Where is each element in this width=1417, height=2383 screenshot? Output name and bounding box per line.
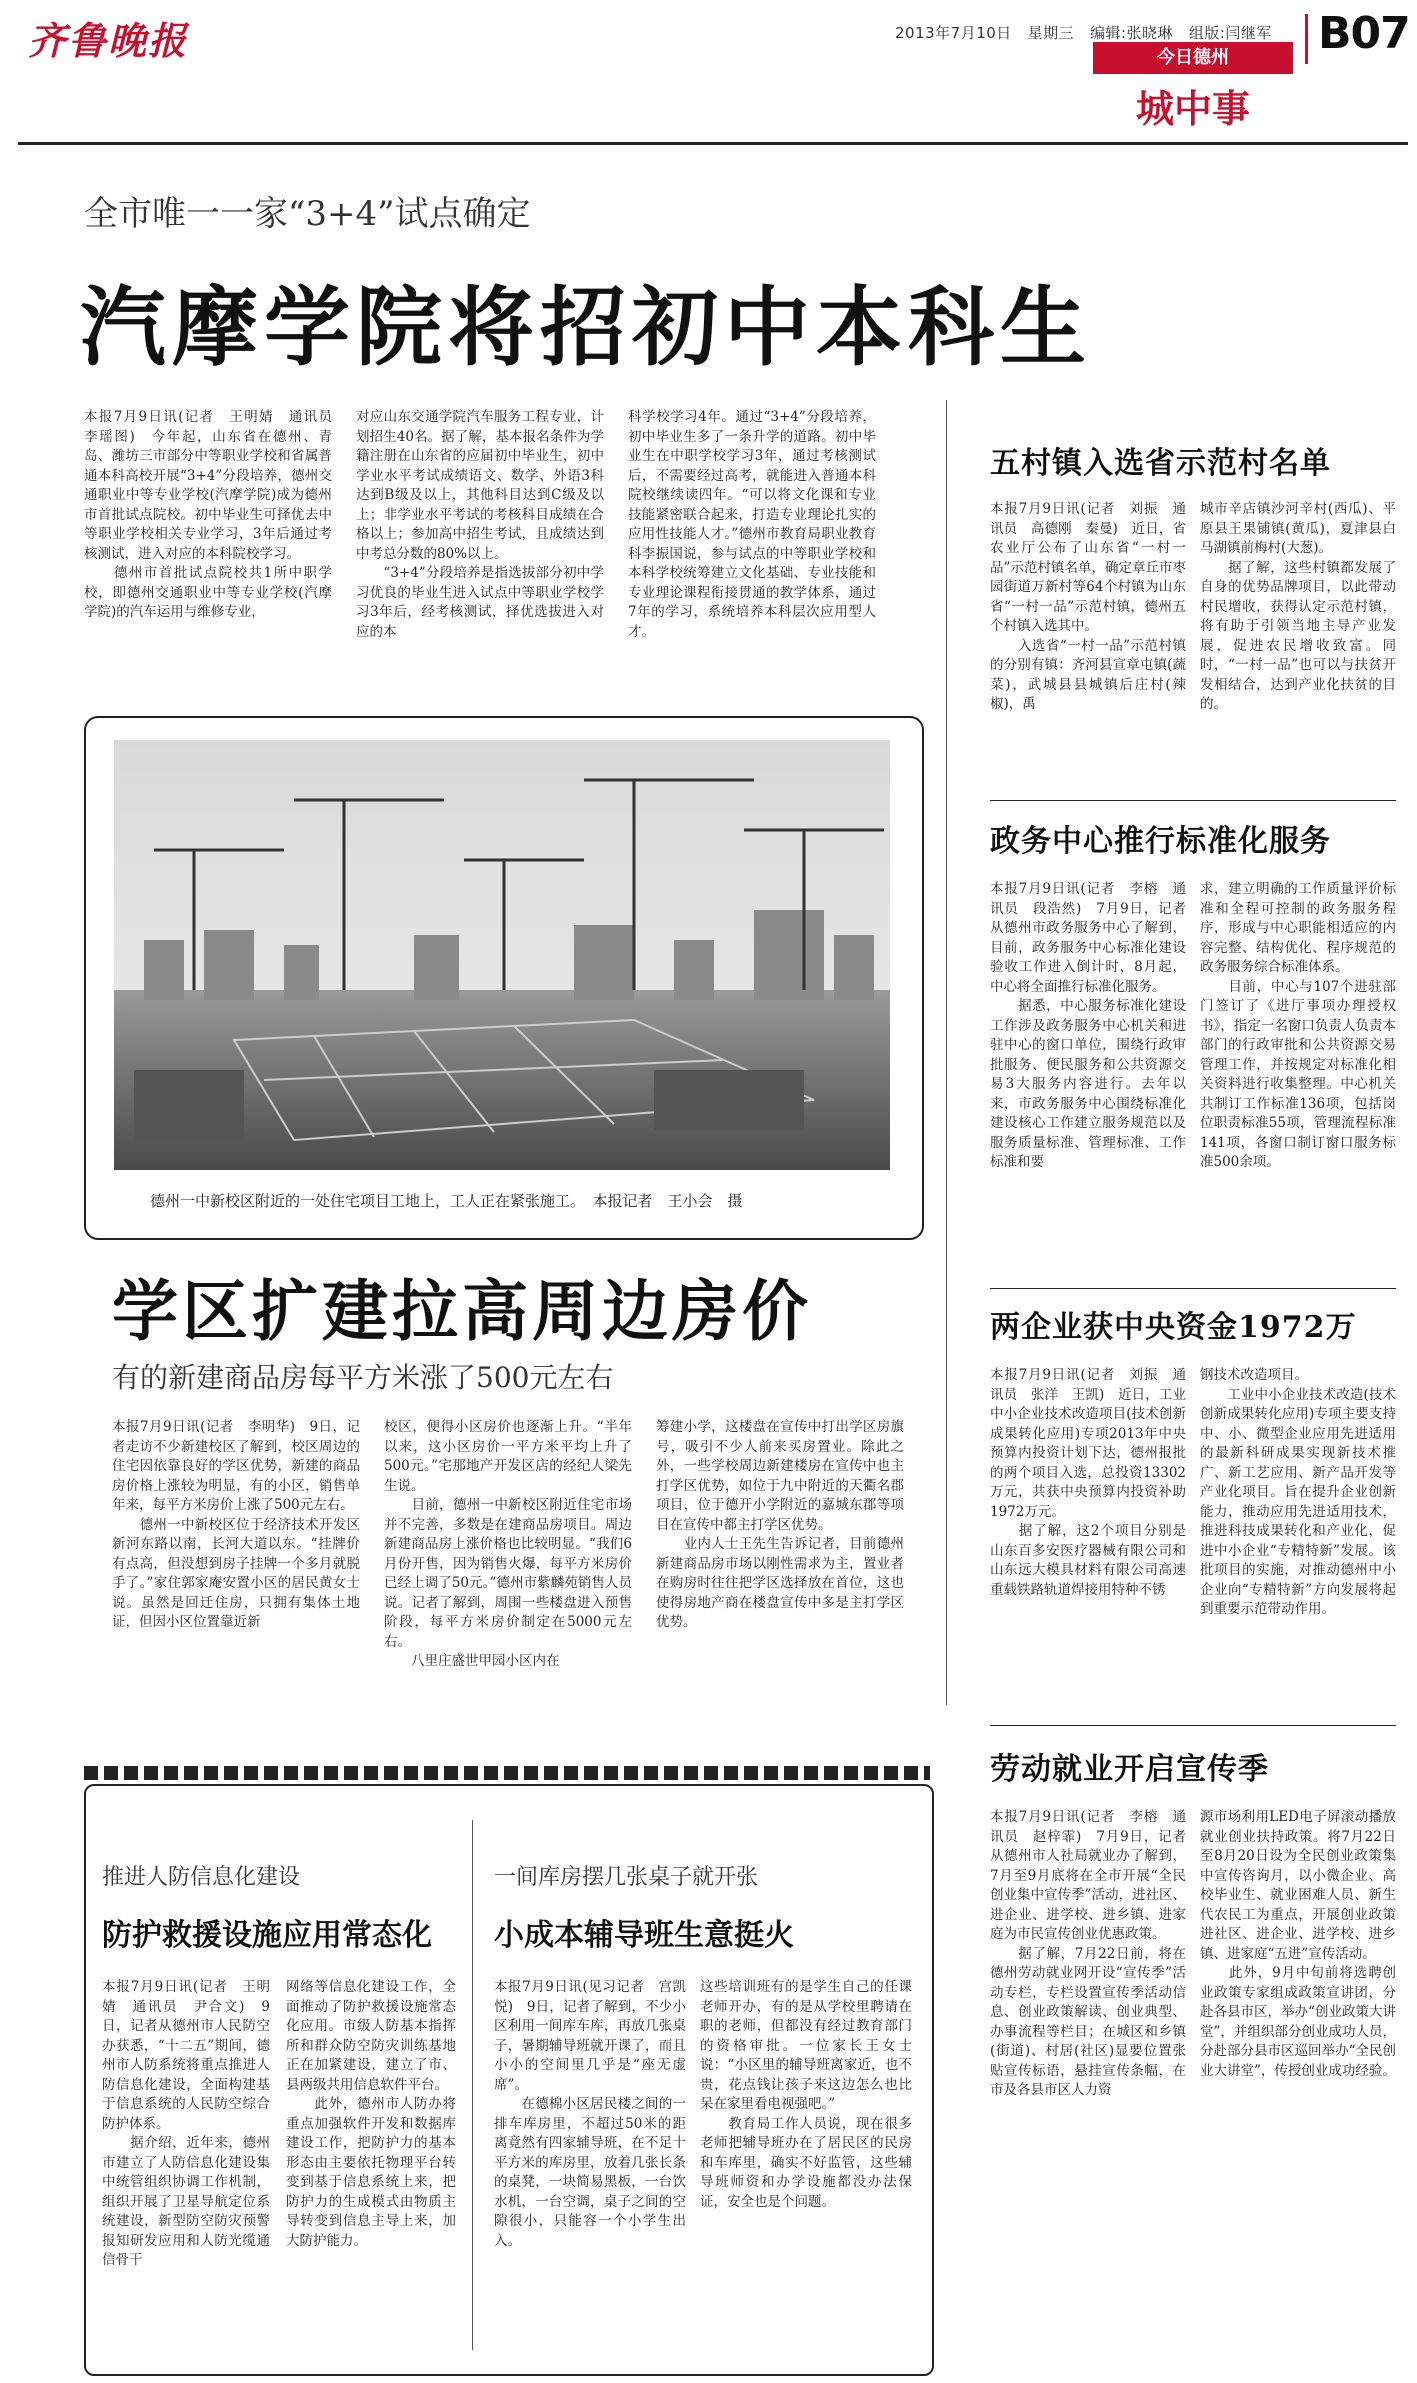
sidebar-divider-2 bbox=[990, 1288, 1396, 1289]
sidebar-story-4-title: 劳动就业开启宣传季 bbox=[990, 1752, 1269, 1787]
sidebar-divider-3 bbox=[990, 1725, 1396, 1726]
second-column-3: 筹建小学，这楼盘在宣传中打出学区房旗号，吸引不少人前来买房置业。除此之外，一些学校周边新建楼房在宣传中也主打学区优势，如位于九中附近的天衢名郡项目，位于德开小学附近的嘉城东郡等项目在宣传中都主打学区优势。 业内人士王先生告诉记者，目前德州新建商品房市场以刚性需求为主，置业者在购房时往往把学区选择放在首位，这也使得房地产商在楼盘宣传中多是主打学区优势。 bbox=[656, 1419, 904, 1630]
sidebar-story-3-column-2: 钢技术改造项目。 工业中小企业技术改造(技术创新成果转化应用)专项主要支持中、小、微型企业应用先进适用的最新科研成果实现新技术推广、新工艺应用、新产品开发等产业化项目。旨在提升企业创新能力，推动应用先进适用技术，推进科技成果转化和产业化，促进中小企业“专精特新”发展。该批项目的实施，对推动德州中小企业向“专精特新”方向发展将起到重要示范带动作用。 bbox=[1200, 1367, 1396, 1617]
second-column-1: 本报7月9日讯(记者 李明华) 9日，记者走访不少新建校区了解到，校区周边的住宅因依靠良好的学区优势，新建的商品房价格上涨较为明显，有的小区，销售单年来，每平方米房价上涨了500元左右。 德州一中新校区位于经济技术开发区新河东路以南，长河大道以东。“挂牌价有点高，但没想到房子挂牌一个多月就脱手了。”家住郭家庵安置小区的居民黄女士说。虽然是回迁住房，只拥有集体土地证，但因小区位置靠近新 bbox=[112, 1419, 360, 1630]
masthead-meta bbox=[895, 22, 1272, 43]
box-left-kicker: 推进人防信息化建设 bbox=[102, 1865, 301, 1890]
issue-date: 2013年7月10日 bbox=[895, 24, 1012, 42]
sidebar-story-3-column-1: 本报7月9日讯(记者 刘振 通讯员 张洋 王凯) 近日，工业中小企业技术改造项目(技术创新成果转化应用)专项2013年中央预算内投资计划下达，德州报批的两个项目入选，总投资13302万元，共获中央预算内投资补助1972万元。 据了解，这2个项目分别是山东百多安医疗器械有限公司和山东远大模具材料有限公司高速重载铁路轨道焊接用特种不锈 bbox=[990, 1367, 1186, 1598]
construction-photo-illustration bbox=[114, 740, 890, 1170]
sidebar-story-4-column-2: 源市场利用LED电子屏滚动播放就业创业扶持政策。将7月22日至8月20日设为全民创业政策集中宣传咨询月，以小微企业、高校毕业生、就业困难人员、新生代农民工为重点，开展创业政策进社区、进企业、进学校、进乡镇、进家庭“五进”宣传活动。 此外，9月中旬前将选聘创业政策专家组成政策宣讲团，分赴各县市区，举办“创业政策大讲堂”，并组织部分创业成功人员，分赴部分县市区巡回举办“全民创业大讲堂”，传授创业成功经验。 bbox=[1200, 1809, 1396, 2079]
second-headline: 学区扩建拉高周边房价 bbox=[112, 1272, 812, 1350]
sidebar-story-4-column-1: 本报7月9日讯(记者 李榕 通讯员 赵梓霏) 7月9日，记者从德州市人社局就业办了解到，7月至9月底将在全市开展“全民创业集中宣传季”活动，进社区、进企业、进学校、进乡镇、进家庭为市民宣传创业优惠政策。 据了解，7月22日前，将在德州劳动就业网开设“宣传季”活动专栏，专栏设置宣传季活动信息、创业政策解读、创业典型、办事流程等栏目；在城区和乡镇(街道)、村居(社区)显要位置张贴宣传标语，悬挂宣传条幅，在市及各县市区人力资 bbox=[990, 1809, 1186, 2098]
construction-site-photo bbox=[114, 740, 890, 1170]
page-number: B07 bbox=[1318, 8, 1410, 59]
sidebar-story-2-column-1: 本报7月9日讯(记者 李榕 通讯员 段浩然) 7月9日，记者从德州市政务服务中心了解到，目前，政务服务中心标准化建设验收工作进入倒计时，8月起，中心将全面推行标准化服务。 据悉，中心服务标准化建设工作涉及政务服务中心机关和进驻中心的窗口单位，围绕行政审批服务、便民服务和公共资源交易3大服务内容进行。去年以来，市政务服务中心围绕标准化建设核心工作建立服务规范以及服务质量标准、管理标准、工作标准和要 bbox=[990, 881, 1186, 1170]
bottom-box-perforation bbox=[84, 1766, 930, 1780]
sidebar-divider-1 bbox=[990, 800, 1396, 801]
issue-weekday: 星期三 bbox=[1027, 24, 1075, 42]
page-number-divider bbox=[1305, 14, 1308, 64]
editor-credit: 编辑:张晓琳 bbox=[1089, 24, 1174, 42]
sidebar-story-3-title: 两企业获中央资金1972万 bbox=[990, 1310, 1357, 1345]
box-left-column-2: 网络等信息化建设工作，全面推动了防护救援设施常态化应用。市级人防基本指挥所和群众防空防灾训练基地正在加紧建设，建立了市、县两级共用信息软件平台。 此外，德州市人防办将重点加强软件开发和数据库建设工作，把防护力的基本形态由主要依托物理平台转变到基于信息系统上来，把防护力的生成模式由物质主导转变到信息主导上来，加大防护能力。 bbox=[286, 1979, 456, 2249]
sidebar-story-2-title: 政务中心推行标准化服务 bbox=[990, 824, 1331, 859]
section-name: 城中事 bbox=[1135, 86, 1250, 131]
box-left-column-1: 本报7月9日讯(记者 王明婧 通讯员 尹合文) 9日，记者从德州市人民防空办获悉，“十二五”期间，德州市人防系统将重点推进人防信息化建设，全面构建基于信息系统的人民防空综合防护体系。 据介绍，近年来，德州市建立了人防信息化建设集中统管组织协调工作机制，组织开展了卫星导航定位系统建设，新型防空防灾预警报知研发应用和人防光缆通信骨干 bbox=[102, 1979, 270, 2268]
newspaper-logo: 齐鲁晚报 bbox=[28, 18, 189, 63]
main-sidebar-divider bbox=[946, 400, 947, 1705]
box-right-kicker: 一间库房摆几张桌子就开张 bbox=[494, 1865, 759, 1890]
box-right-column-1: 本报7月9日讯(见习记者 宫凯悦) 9日，记者了解到，不少小区利用一间库车库，再放几张桌子，暑期辅导班就开课了，而且小小的空间里几乎是“座无虚席”。 在德棉小区居民楼之间的一排车库房里，不超过50米的距离竟然有四家辅导班，在不足十平方米的库房里，放着几张长条的桌凳，一块简易黑板，一台饮水机，一台空调，桌子之间的空隙很小，只能容一个小学生出入。 bbox=[494, 1979, 686, 2249]
sidebar-story-1-title: 五村镇入选省示范村名单 bbox=[990, 446, 1331, 481]
lead-headline: 汽摩学院将招初中本科生 bbox=[80, 277, 1092, 378]
layout-credit: 组版:闫继军 bbox=[1188, 24, 1272, 42]
box-right-column-2: 这些培训班有的是学生自己的任课老师开办，有的是从学校里聘请在职的老师，但都没有经过教育部门的资格审批。一位家长王女士说：“小区里的辅导班离家近，也不贵，花点钱让孩子来这边怎么也比呆在家里看电视强吧。” 教育局工作人员说，现在很多老师把辅导班办在了居民区的民房和车库里，确实不好监管，这些辅导班师资和办学设施都没办法保证，安全也是个问题。 bbox=[700, 1979, 912, 2210]
section-tag: 今日德州 bbox=[1093, 42, 1293, 74]
lead-kicker: 全市唯一一家“3+4”试点确定 bbox=[84, 194, 531, 234]
sidebar-story-1-column-1: 本报7月9日讯(记者 刘振 通讯员 高德刚 秦曼) 近日，省农业厅公布了山东省“一村一品”示范村镇名单，确定章丘市枣园街道万新村等64个村镇为山东省“一村一品”示范村镇，德州五个村镇入选其中。 入选省“一村一品”示范村镇的分别有镇：齐河县宣章屯镇(蔬菜)，武城县县城镇后庄村(辣椒)，禹 bbox=[990, 501, 1186, 712]
photo-caption: 德州一中新校区附近的一处住宅项目工地上，工人正在紧张施工。 本报记者 王小会 摄 bbox=[150, 1192, 743, 1210]
second-subhead: 有的新建商品房每平方米涨了500元左右 bbox=[112, 1361, 614, 1394]
lead-column-2: 对应山东交通学院汽车服务工程专业，计划招生40名。据了解，基本报名条件为学籍注册在山东省的应届初中毕业生，初中学业水平考试成绩语文、数学、外语3科达到B级及以上，其他科目达到C级及以上；非学业水平考试的考核科目成绩在合格以上；参加高中招生考试，且成绩达到中考总分数的80%以上。 “3+4”分段培养是指选拔部分初中学习优良的毕业生进入试点中等职业学校学习3年后，经考核测试，择优选拔进入对应的本 bbox=[356, 409, 604, 640]
lead-column-1: 本报7月9日讯(记者 王明婧 通讯员 李瑶图) 今年起，山东省在德州、青岛、潍坊三市部分中等职业学校和省属普通本科高校开展“3+4”分段培养，德州交通职业中等专业学校(汽摩学院)成为德州市首批试点院校。初中毕业生可择优去中等职业学校相关专业学习，3年后通过考核测试，进入对应的本科院校学习。 德州市首批试点院校共1所中职学校，即德州交通职业中等专业学校(汽摩学院)的汽车运用与维修专业， bbox=[84, 409, 332, 620]
second-column-2: 校区，便得小区房价也逐渐上升。“半年以来，这小区房价一平方米平均上升了500元。”宅那地产开发区店的经纪人梁先生说。 目前，德州一中新校区附近住宅市场并不完善，多数是在建商品房项目。周边新建商品房上涨价格也比较明显。“我们6月份开售，因为销售火爆，每平方米房价已经上调了50元。”德州市紫麟苑销售人员说。记者了解到，周围一些楼盘进入预售阶段，每平方米房价制定在5000元左右。 八里庄盛世甲园小区内在 bbox=[384, 1419, 632, 1669]
box-right-title: 小成本辅导班生意挺火 bbox=[494, 1918, 794, 1953]
lead-column-3: 科学校学习4年。通过“3+4”分段培养，初中毕业生多了一条升学的道路。初中毕业生在中职学校学习3年，通过考核测试后，不需要经过高考，就能进入普通本科院校继续读四年。“可以将文化课和专业技能紧密联合起来，打造专业理论扎实的应用性技能人才。”德州市教育局职业教育科李振国说，参与试点的中等职业学校和本科学校统筹建立文化基础、专业技能和专业理论课程衔接贯通的教学体系，通过7年的学习，系统培养本科层次应用型人才。 bbox=[628, 409, 876, 640]
box-left-title: 防护救援设施应用常态化 bbox=[102, 1918, 432, 1953]
sidebar-story-2-column-2: 求，建立明确的工作质量评价标准和全程可控制的政务服务程序，形成与中心职能相适应的内容完整、结构优化、程序规范的政务服务综合标准体系。 目前，中心与107个进驻部门签订了《进厅事项办理授权书》，指定一名窗口负责人负责本部门的行政审批和公共资源交易管理工作，并按规定对标准化相关资料进行收集整理。中心机关共制订工作标准136项，包括岗位职责标准55项，管理流程标准141项，各窗口制订窗口服务标准500余项。 bbox=[1200, 881, 1396, 1170]
bottom-box-divider bbox=[472, 1820, 473, 2350]
sidebar-story-1-column-2: 城市辛店镇沙河辛村(西瓜)、平原县王果铺镇(黄瓜)，夏津县白马湖镇前梅村(大葱)。 据了解，这些村镇都发展了自身的优势品牌项目，以此带动村民增收，获得认定示范村镇，将有助于引领当地主导产业发展，促进农民增收致富。同时，“一村一品”也可以与扶贫开发相结合，达到产业化扶贫的目的。 bbox=[1200, 501, 1396, 712]
masthead-rule bbox=[18, 142, 1408, 145]
